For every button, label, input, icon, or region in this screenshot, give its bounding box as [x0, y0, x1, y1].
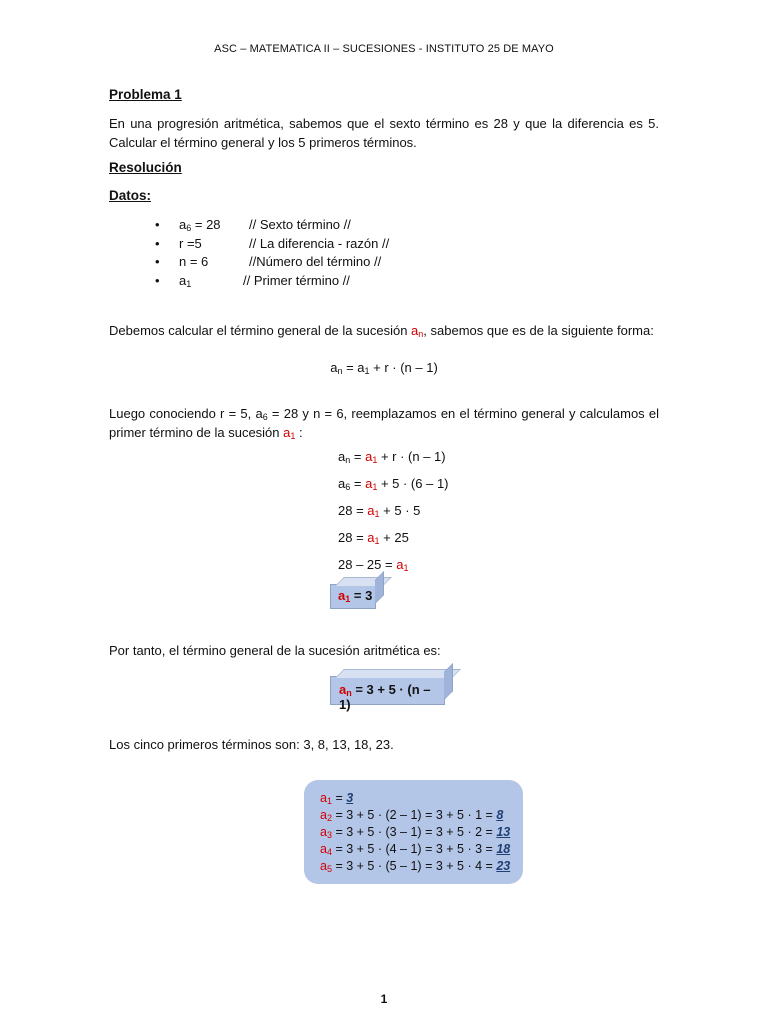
step-line: 28 = a1 + 5 · 5 — [338, 503, 421, 519]
page-number: 1 — [380, 992, 388, 1006]
general-term-box: an = 3 + 5 · (n – 1) — [330, 676, 445, 705]
step-line: a6 = a1 + 5 · (6 – 1) — [338, 476, 449, 492]
bullet-icon: • — [155, 254, 160, 269]
term-line: a2 = 3 + 5 · (2 – 1) = 3 + 5 · 1 = 8 — [320, 808, 504, 823]
paragraph-general-term: Debemos calcular el término general de la sucesión an, sabemos que es de la siguiente forma: — [109, 323, 654, 339]
result-a1-box: a1 = 3 — [330, 584, 376, 609]
terms-box — [304, 780, 523, 884]
term-line: a5 = 3 + 5 · (5 – 1) = 3 + 5 · 4 = 23 — [320, 859, 511, 874]
terms-list — [320, 790, 510, 875]
paragraph-conclusion: Por tanto, el término general de la sucesión aritmética es: — [109, 643, 441, 658]
datos-heading: Datos: — [109, 188, 152, 203]
term-line: a4 = 3 + 5 · (4 – 1) = 3 + 5 · 3 = 18 — [320, 842, 511, 857]
general-formula: an = a1 + r · (n – 1) — [330, 360, 438, 376]
term-line: a3 = 3 + 5 · (3 – 1) = 3 + 5 · 2 = 13 — [320, 825, 511, 840]
bullet-icon: • — [155, 217, 160, 232]
step-line: 28 = a1 + 25 — [338, 530, 409, 546]
calculation-steps — [338, 447, 449, 582]
problem-title: Problema 1 — [109, 87, 182, 102]
step-line: 28 – 25 = a1 — [338, 557, 409, 573]
step-line: an = a1 + r · (n – 1) — [338, 449, 446, 465]
paragraph-substitution: Luego conociendo r = 5, a6 = 28 y n = 6, reemplazamos en el término general y calculamos el primer término de la sucesión a1 : — [109, 406, 660, 441]
bullet-icon: • — [155, 272, 160, 288]
page-header: ASC – MATEMATICA II – SUCESIONES - INSTITUTO 25 DE MAYO — [214, 43, 554, 55]
bullet-icon: • — [155, 235, 160, 251]
resolution-heading: Resolución — [109, 160, 182, 175]
problem-statement: En una progresión aritmética, sabemos que el sexto término es 28 y que la diferencia es 5. Calcular el término general y los 5 primeros términos. — [109, 116, 659, 150]
paragraph-first-terms: Los cinco primeros términos son: 3, 8, 13, 18, 23. — [109, 737, 394, 752]
term-line: a1 = 3 — [320, 791, 354, 806]
